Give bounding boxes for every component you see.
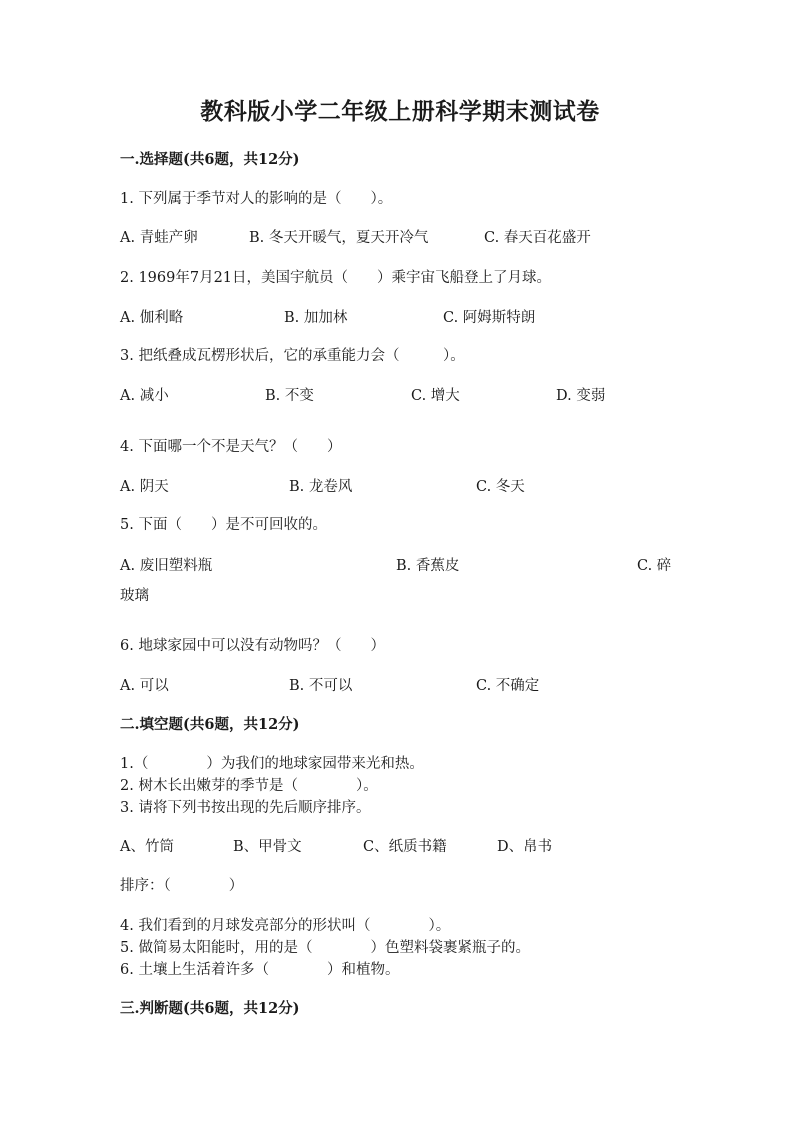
fill-question-1: 1.（ ）为我们的地球家园带来光和热。 xyxy=(120,756,424,772)
section-heading-choice: 一.选择题(共6题，共12分) xyxy=(120,151,300,168)
question-2-option-b: B. 加加林 xyxy=(284,310,348,326)
question-3-option-b: B. 不变 xyxy=(265,388,314,404)
question-5-option-c: C. 碎 xyxy=(637,558,672,574)
fill-question-3-option-d: D、帛书 xyxy=(497,839,553,855)
question-3: 3. 把纸叠成瓦楞形状后，它的承重能力会（ ）。 xyxy=(120,348,465,364)
question-5: 5. 下面（ ）是不可回收的。 xyxy=(120,517,327,533)
question-2-option-c: C. 阿姆斯特朗 xyxy=(443,310,536,326)
question-2-option-a: A. 伽利略 xyxy=(120,310,184,326)
question-5-option-b: B. 香蕉皮 xyxy=(396,558,460,574)
fill-question-2: 2. 树木长出嫩芽的季节是（ ）。 xyxy=(120,778,378,794)
question-5-option-a: A. 废旧塑料瓶 xyxy=(120,558,213,574)
fill-question-3-order: 排序：（ ） xyxy=(120,878,244,894)
question-3-option-a: A. 减小 xyxy=(120,388,169,404)
question-1: 1. 下列属于季节对人的影响的是（ ）。 xyxy=(120,191,393,207)
question-1-option-c: C. 春天百花盛开 xyxy=(484,230,591,246)
question-1-option-b: B. 冬天开暖气，夏天开冷气 xyxy=(249,230,429,246)
question-4-option-b: B. 龙卷风 xyxy=(289,479,353,495)
fill-question-6: 6. 土壤上生活着许多（ ）和植物。 xyxy=(120,962,400,978)
page-title: 教科版小学二年级上册科学期末测试卷 xyxy=(200,98,600,125)
question-3-option-d: D. 变弱 xyxy=(556,388,606,404)
fill-question-3-option-c: C、纸质书籍 xyxy=(363,839,447,855)
question-4-option-c: C. 冬天 xyxy=(476,479,525,495)
question-4-option-a: A. 阴天 xyxy=(120,479,169,495)
question-6-option-a: A. 可以 xyxy=(120,678,169,694)
question-3-option-c: C. 增大 xyxy=(411,388,460,404)
question-6: 6. 地球家园中可以没有动物吗？（ ） xyxy=(120,638,385,654)
section-heading-judge: 三.判断题(共6题，共12分) xyxy=(120,1000,300,1017)
fill-question-3-option-a: A、竹筒 xyxy=(120,839,174,855)
question-6-option-b: B. 不可以 xyxy=(289,678,353,694)
fill-question-4: 4. 我们看到的月球发亮部分的形状叫（ ）。 xyxy=(120,918,451,934)
fill-question-3-option-b: B、甲骨文 xyxy=(233,839,302,855)
question-6-option-c: C. 不确定 xyxy=(476,678,540,694)
fill-question-3: 3. 请将下列书按出现的先后顺序排序。 xyxy=(120,800,371,816)
fill-question-5: 5. 做简易太阳能时，用的是（ ）色塑料袋裹紧瓶子的。 xyxy=(120,940,530,956)
question-5-option-c-wrap: 玻璃 xyxy=(120,588,149,604)
question-4: 4. 下面哪一个不是天气？（ ） xyxy=(120,439,342,455)
question-2: 2. 1969年7月21日，美国宇航员（ ）乘宇宙飞船登上了月球。 xyxy=(120,270,552,286)
section-heading-fill: 二.填空题(共6题，共12分) xyxy=(120,716,300,733)
question-1-option-a: A. 青蛙产卵 xyxy=(120,230,198,246)
